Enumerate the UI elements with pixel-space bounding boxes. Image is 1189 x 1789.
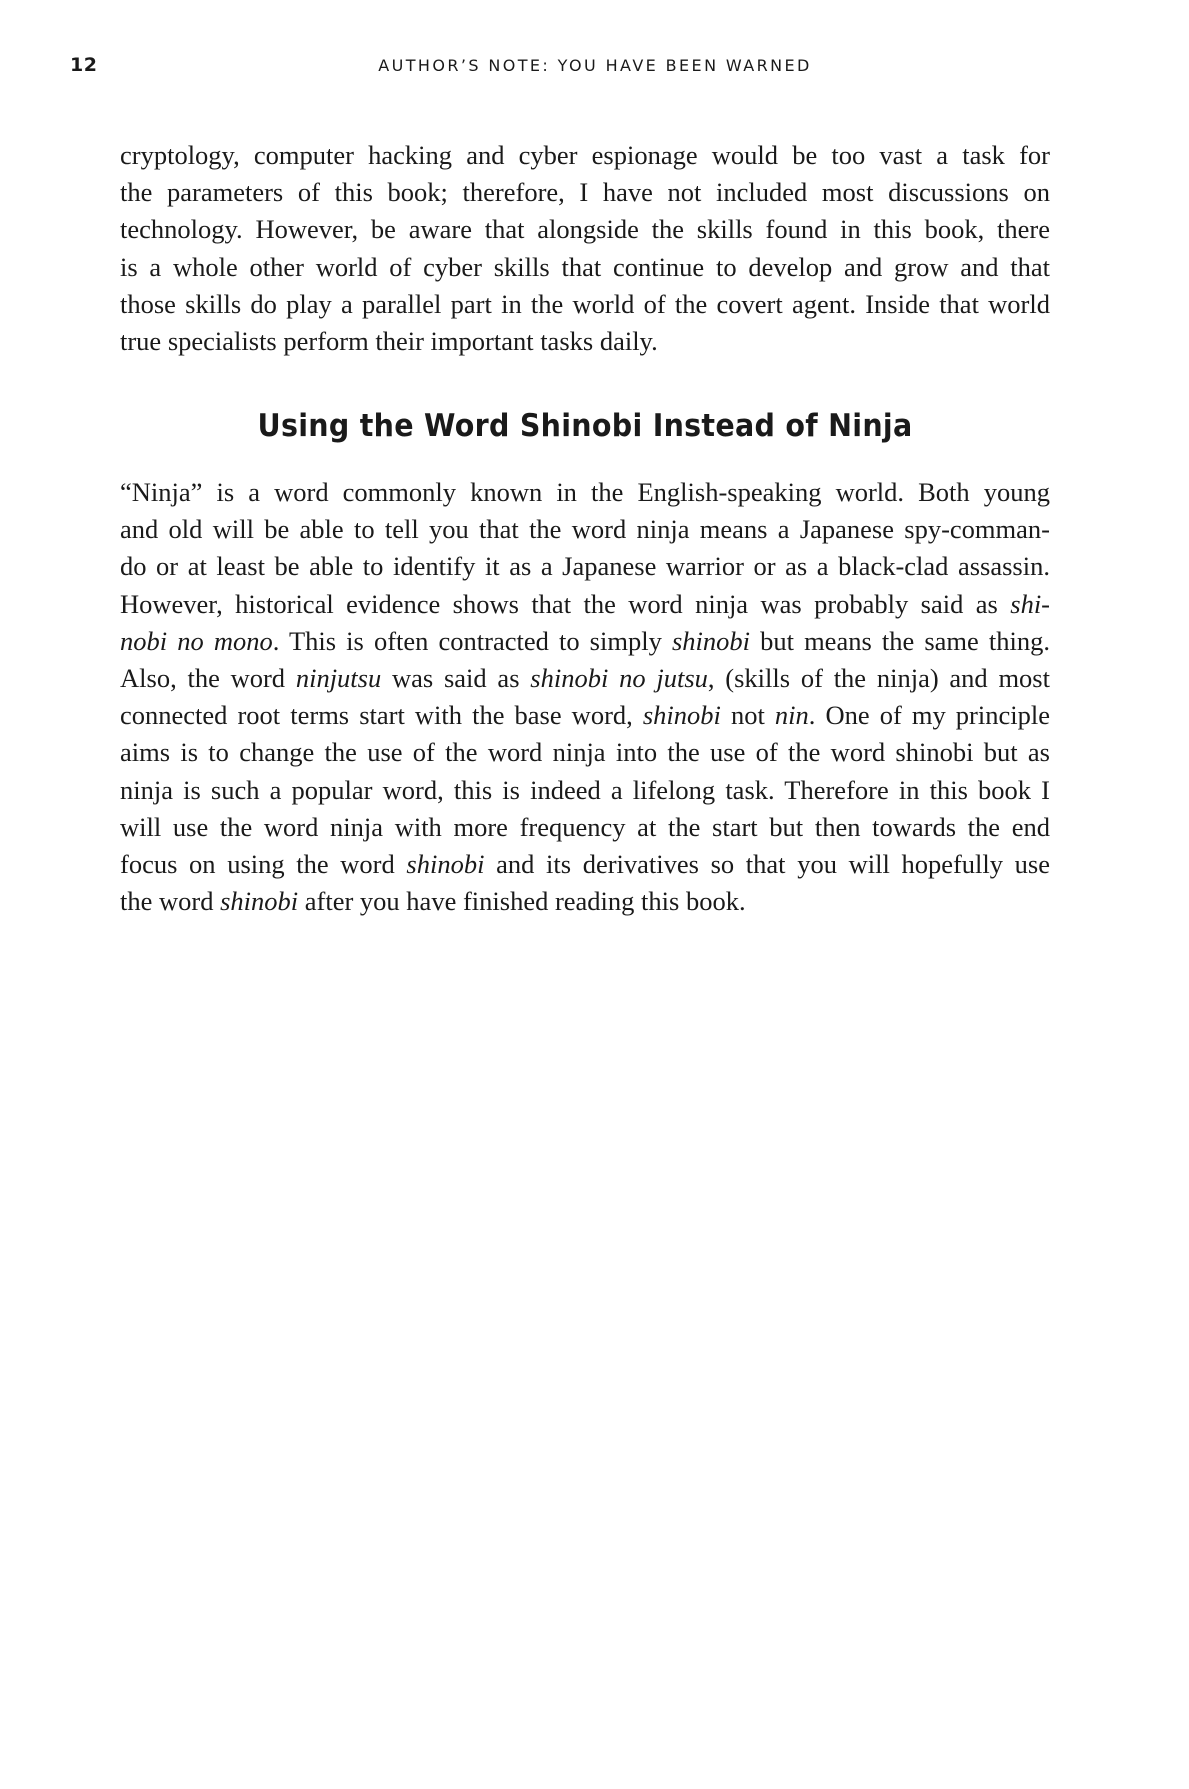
text-line: the parameters of this book; therefore, I have not included most discussions on	[120, 177, 1050, 208]
italic-term: nin	[774, 700, 809, 731]
text-line	[120, 846, 1050, 883]
section-heading: Using the Word Shinobi Instead of Ninja	[257, 408, 913, 444]
text-run: was said as	[381, 663, 531, 694]
text-run: not	[720, 700, 775, 731]
italic-term: shinobi	[671, 625, 750, 656]
text-run: but means the same thing.	[750, 625, 1051, 656]
text-run: Also, the word	[120, 663, 296, 694]
paragraph-1	[120, 137, 1050, 360]
text-run: However, historical evidence shows that the word ninja was probably said as	[120, 588, 1011, 619]
text-run: after you have finished reading this book.	[298, 886, 746, 917]
text-line: and old will be able to tell you that the word ninja means a Japanese spy-comman-	[120, 514, 1050, 545]
italic-term: shinobi no jutsu	[530, 663, 708, 694]
text-line: those skills do play a parallel part in the world of the covert agent. Inside that world	[120, 288, 1050, 319]
text-line: will use the word ninja with more frequency at the start but then towards the end	[120, 811, 1050, 842]
paragraph-2	[120, 474, 1050, 920]
italic-term: shinobi	[406, 849, 485, 880]
text-line: do or at least be able to identify it as a Japanese warrior or as a black-clad assassin.	[120, 551, 1050, 582]
text-line: true specialists perform their important tasks daily.	[120, 326, 658, 357]
text-line	[120, 697, 1050, 734]
italic-term: shi-	[1010, 588, 1050, 619]
text-run: focus on using the word	[120, 849, 407, 880]
running-head: AUTHOR’S NOTE: YOU HAVE BEEN WARNED	[378, 56, 812, 75]
italic-term: shinobi	[220, 886, 299, 917]
text-line: cryptology, computer hacking and cyber espionage would be too vast a task for	[120, 140, 1050, 170]
text-line: “Ninja” is a word commonly known in the English-speaking world. Both young	[120, 477, 1050, 507]
text-line: aims is to change the use of the word ninja into the use of the word shinobi but as	[120, 737, 1050, 768]
text-line: is a whole other world of cyber skills that continue to develop and grow and that	[120, 251, 1050, 282]
text-run: connected root terms start with the base word,	[120, 700, 643, 731]
text-line: ninja is such a popular word, this is indeed a lifelong task. Therefore in this book I	[120, 774, 1050, 805]
italic-term: ninjutsu	[295, 663, 382, 694]
text-line	[120, 623, 1050, 660]
page-number: 12	[70, 54, 98, 76]
text-run: . This is often contracted to simply	[272, 625, 672, 656]
italic-term: nobi no mono	[120, 625, 273, 656]
text-line	[120, 586, 1050, 623]
text-run: . One of my principle	[808, 700, 1050, 731]
italic-term: shinobi	[642, 700, 721, 731]
text-run: , (skills of the ninja) and most	[707, 663, 1050, 694]
text-run: the word	[120, 886, 221, 917]
text-line	[120, 883, 1050, 920]
text-line: technology. However, be aware that alongside the skills found in this book, there	[120, 214, 1050, 245]
text-run: and its derivatives so that you will hopefully use	[484, 849, 1050, 880]
text-line	[120, 660, 1050, 697]
